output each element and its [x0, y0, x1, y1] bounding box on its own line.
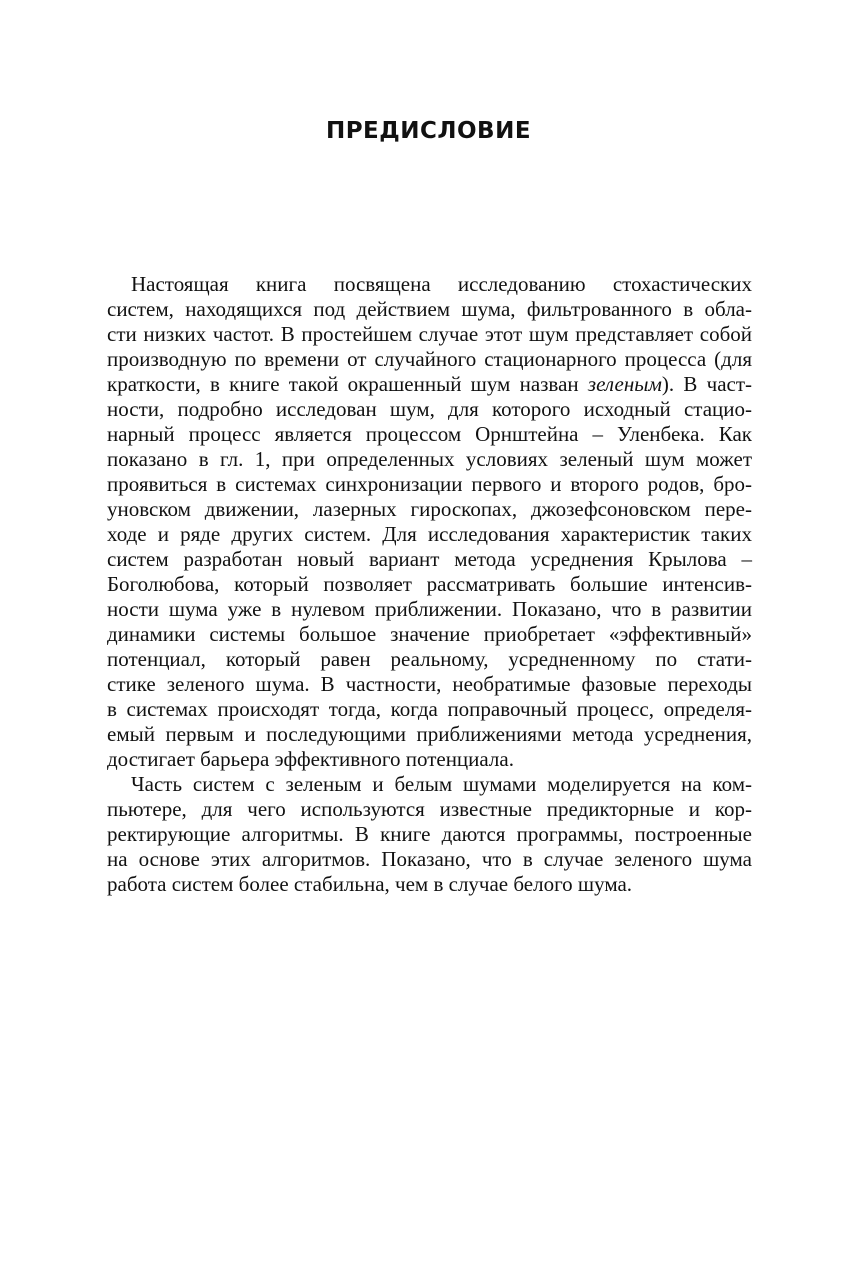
text-segment: краткости, в книге такой окрашенный шум назван: [107, 372, 579, 396]
text-line: динамики системы большое значение приобретает «эффективный»: [107, 622, 752, 646]
text-line: Часть систем с зеленым и белым шумами моделируется на ком-: [131, 772, 752, 796]
text-line: сти низких частот. В простейшем случае этот шум представляет собой: [107, 322, 752, 346]
text-line: систем, находящихся под действием шума, фильтрованного в обла-: [107, 297, 752, 321]
text-line: достигает барьера эффективного потенциала.: [107, 747, 514, 771]
page-title: ПРЕДИСЛОВИЕ: [325, 118, 532, 145]
text-line: ходе и ряде других систем. Для исследования характеристик таких: [107, 522, 752, 546]
text-line: в системах происходят тогда, когда поправочный процесс, определя-: [107, 697, 752, 721]
text-line: производную по времени от случайного стационарного процесса (для: [107, 347, 752, 371]
body-text: [107, 272, 752, 897]
text-line: на основе этих алгоритмов. Показано, что в случае зеленого шума: [107, 847, 752, 871]
text-line-with-emphasis: [107, 372, 752, 397]
text-line: ректирующие алгоритмы. В книге даются программы, построенные: [107, 822, 752, 846]
paragraph-2: [107, 772, 752, 897]
italic-term: зеленым: [587, 372, 662, 396]
text-line: работа систем более стабильна, чем в случае белого шума.: [107, 872, 633, 896]
text-line: нарный процесс является процессом Орнштейна – Уленбека. Как: [107, 422, 752, 446]
text-line: ности, подробно исследован шум, для которого исходный стацио-: [107, 397, 752, 421]
text-line: проявиться в системах синхронизации первого и второго родов, бро-: [107, 472, 752, 496]
text-line: пьютере, для чего используются известные предикторные и кор-: [107, 797, 752, 821]
text-line: Настоящая книга посвящена исследованию стохастических: [131, 272, 752, 296]
text-line: емый первым и последующими приближениями метода усреднения,: [107, 722, 752, 746]
text-line: систем разработан новый вариант метода усреднения Крылова –: [107, 547, 752, 571]
text-line: ности шума уже в нулевом приближении. Показано, что в развитии: [107, 597, 752, 621]
text-segment: ). В част-: [661, 372, 753, 396]
text-line: уновском движении, лазерных гироскопах, джозефсоновском пере-: [107, 497, 752, 521]
text-line: потенциал, который равен реальному, усредненному по стати-: [107, 647, 752, 671]
text-line: показано в гл. 1, при определенных условиях зеленый шум может: [107, 447, 752, 471]
text-line: Боголюбова, который позволяет рассматривать большие интенсив-: [107, 572, 752, 596]
paragraph-1: [107, 272, 752, 772]
text-line: стике зеленого шума. В частности, необратимые фазовые переходы: [107, 672, 752, 696]
